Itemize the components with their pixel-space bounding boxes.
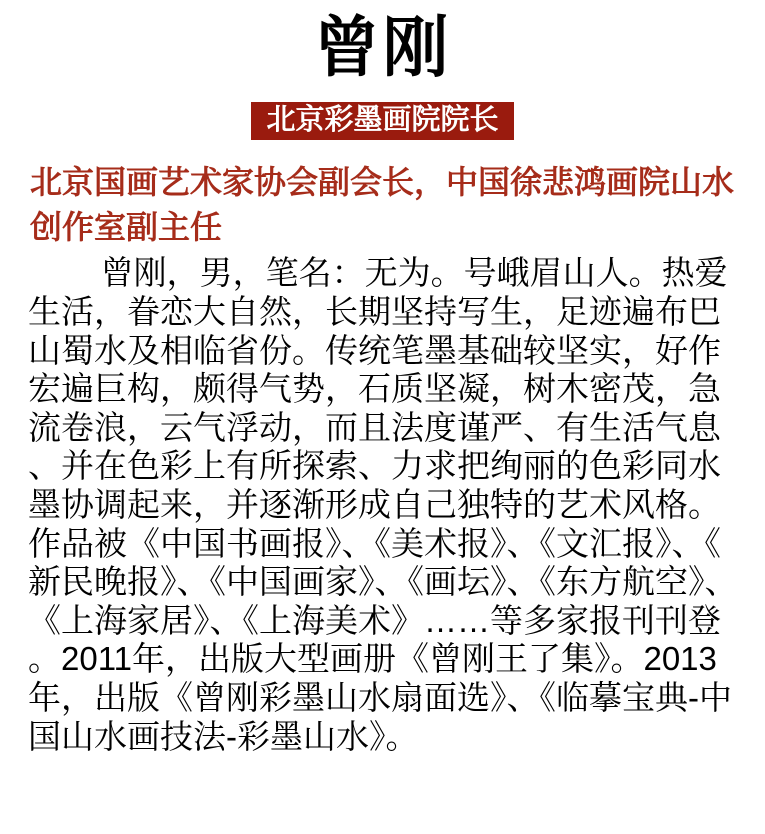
subtitle-roles: 北京国画艺术家协会副会长，中国徐悲鸿画院山水创作室副主任 (30, 163, 735, 245)
biography-paragraph: 曾刚，男，笔名：无为。号峨眉山人。热爱生活，眷恋大自然，长期坚持写生，足迹遍布巴山蜀水及相临省份。传统笔墨基础较坚实，好作宏遍巨构，颇得气势，石质坚凝，树木密茂，急流卷浪，云气浮动，而且法度谨严、有生活气息、并在色彩上有所探索、力求把绚丽的色彩同水墨协调起来，并逐渐形成自己独特的艺术风格。作品被《中国书画报》、《美术报》、《文汇报》、《新民晚报》、《中国画家》、《画坛》、《东方航空》、《上海家居》、《上海美术》……等多家报刊刊登。2011年，出版大型画册《曾刚王了集》。2013年，出版《曾刚彩墨山水扇面选》、《临摹宝典-中国山水画技法-彩墨山水》。 (28, 254, 738, 755)
artist-profile-document (0, 10, 765, 834)
page (0, 10, 765, 834)
page-title: 曾刚 (313, 10, 452, 84)
badge-row (0, 102, 765, 140)
position-badge: 北京彩墨画院院长 (251, 102, 513, 140)
